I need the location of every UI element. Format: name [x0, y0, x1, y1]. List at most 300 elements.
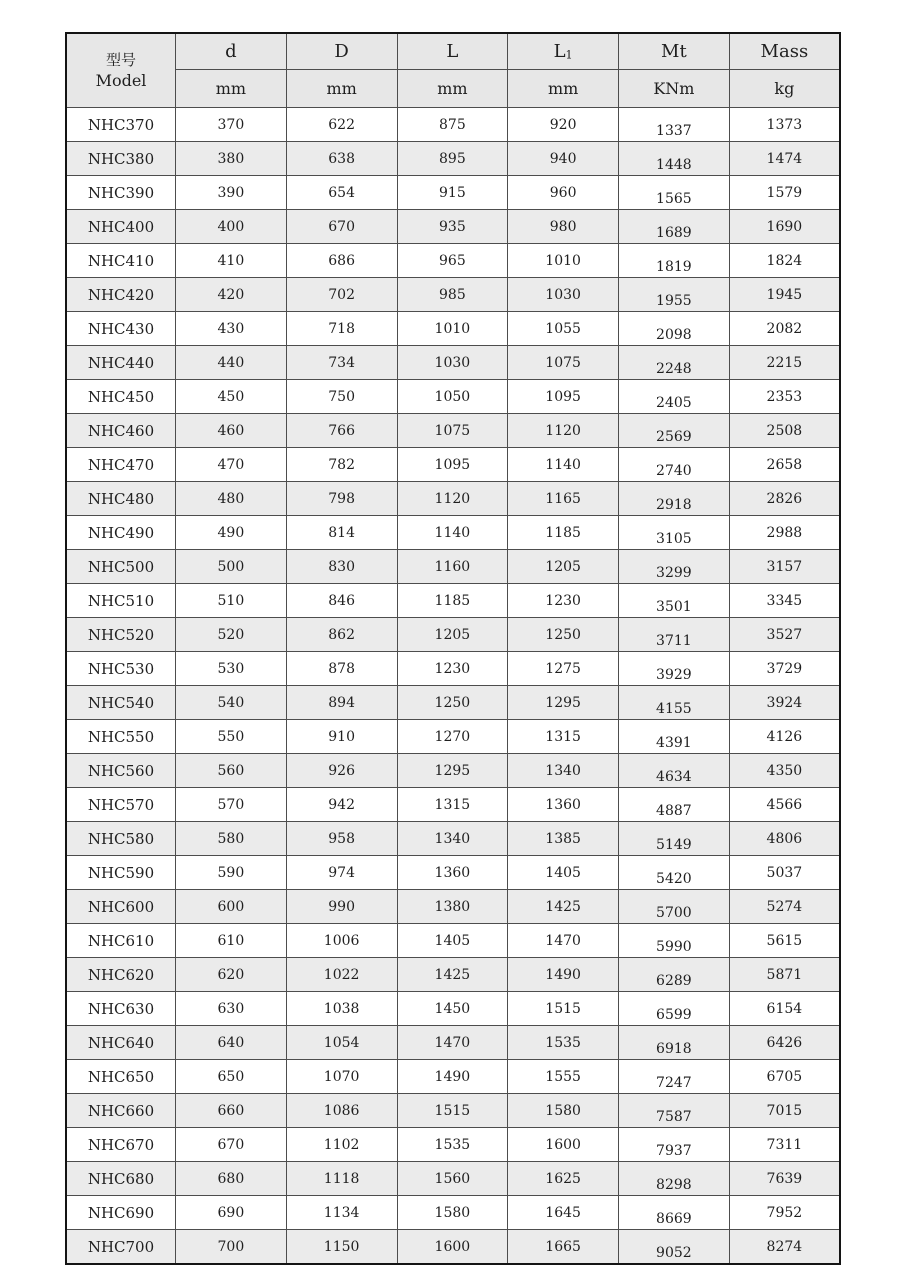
mt-value-cell [619, 924, 730, 958]
mt-value-cell [619, 1196, 730, 1230]
model-cell: NHC540 [66, 686, 176, 720]
mt-value: 3929 [656, 666, 692, 683]
value-cell: 570 [176, 788, 287, 822]
mt-value-cell [619, 686, 730, 720]
mt-value-cell [619, 210, 730, 244]
column-unit-l: mm [397, 70, 508, 108]
value-cell: 690 [176, 1196, 287, 1230]
value-cell: 1450 [397, 992, 508, 1026]
spec-table [65, 32, 841, 1265]
value-cell: 1579 [729, 176, 840, 210]
mt-value-cell [619, 1026, 730, 1060]
model-cell: NHC520 [66, 618, 176, 652]
value-cell: 2988 [729, 516, 840, 550]
model-cell: NHC470 [66, 448, 176, 482]
mt-value-cell [619, 890, 730, 924]
value-cell: 1086 [286, 1094, 397, 1128]
value-cell: 1340 [508, 754, 619, 788]
table-row [66, 380, 840, 414]
mt-value: 5700 [656, 904, 692, 921]
value-cell: 942 [286, 788, 397, 822]
value-cell: 600 [176, 890, 287, 924]
value-cell: 846 [286, 584, 397, 618]
value-cell: 3729 [729, 652, 840, 686]
value-cell: 1118 [286, 1162, 397, 1196]
value-cell: 1160 [397, 550, 508, 584]
value-cell: 718 [286, 312, 397, 346]
mt-value-cell [619, 278, 730, 312]
value-cell: 5037 [729, 856, 840, 890]
value-cell: 1134 [286, 1196, 397, 1230]
value-cell: 750 [286, 380, 397, 414]
table-row [66, 754, 840, 788]
value-cell: 2658 [729, 448, 840, 482]
value-cell: 6705 [729, 1060, 840, 1094]
value-cell: 1010 [397, 312, 508, 346]
value-cell: 1535 [397, 1128, 508, 1162]
value-cell: 1038 [286, 992, 397, 1026]
value-cell: 1470 [397, 1026, 508, 1060]
value-cell: 1405 [397, 924, 508, 958]
mt-value: 1448 [656, 156, 692, 173]
value-cell: 965 [397, 244, 508, 278]
value-cell: 540 [176, 686, 287, 720]
value-cell: 814 [286, 516, 397, 550]
value-cell: 630 [176, 992, 287, 1026]
value-cell: 1535 [508, 1026, 619, 1060]
value-cell: 4126 [729, 720, 840, 754]
column-header-l: L [397, 33, 508, 70]
mt-value: 1565 [656, 190, 692, 207]
value-cell: 440 [176, 346, 287, 380]
value-cell: 660 [176, 1094, 287, 1128]
mt-value-cell [619, 312, 730, 346]
value-cell: 500 [176, 550, 287, 584]
value-cell: 1120 [397, 482, 508, 516]
mt-value: 2248 [656, 360, 692, 377]
mt-value: 3711 [656, 632, 692, 649]
value-cell: 1315 [508, 720, 619, 754]
mt-value-cell [619, 346, 730, 380]
value-cell: 490 [176, 516, 287, 550]
table-row [66, 482, 840, 516]
model-cell: NHC460 [66, 414, 176, 448]
value-cell: 380 [176, 142, 287, 176]
value-cell: 3157 [729, 550, 840, 584]
value-cell: 1665 [508, 1230, 619, 1265]
value-cell: 920 [508, 108, 619, 142]
model-cell: NHC600 [66, 890, 176, 924]
value-cell: 670 [176, 1128, 287, 1162]
value-cell: 1230 [508, 584, 619, 618]
mt-value: 4155 [656, 700, 692, 717]
value-cell: 460 [176, 414, 287, 448]
value-cell: 1295 [508, 686, 619, 720]
value-cell: 1022 [286, 958, 397, 992]
value-cell: 2215 [729, 346, 840, 380]
value-cell: 1945 [729, 278, 840, 312]
mt-value: 1955 [656, 292, 692, 309]
value-cell: 1560 [397, 1162, 508, 1196]
table-row [66, 516, 840, 550]
value-cell: 480 [176, 482, 287, 516]
value-cell: 958 [286, 822, 397, 856]
value-cell: 894 [286, 686, 397, 720]
value-cell: 3527 [729, 618, 840, 652]
value-cell: 680 [176, 1162, 287, 1196]
table-row [66, 856, 840, 890]
mt-value-cell [619, 822, 730, 856]
mt-value: 2740 [656, 462, 692, 479]
mt-value: 7937 [656, 1142, 692, 1159]
value-cell: 974 [286, 856, 397, 890]
table-row [66, 312, 840, 346]
mt-value-cell [619, 108, 730, 142]
header-unit-row [66, 70, 840, 108]
value-cell: 450 [176, 380, 287, 414]
mt-value: 4887 [656, 802, 692, 819]
value-cell: 530 [176, 652, 287, 686]
document-page [65, 32, 841, 1265]
value-cell: 420 [176, 278, 287, 312]
table-row [66, 1196, 840, 1230]
value-cell: 2508 [729, 414, 840, 448]
column-unit-d: mm [176, 70, 287, 108]
mt-value-cell [619, 142, 730, 176]
value-cell: 1515 [397, 1094, 508, 1128]
mt-value-cell [619, 992, 730, 1026]
model-cell: NHC650 [66, 1060, 176, 1094]
header-label-row [66, 33, 840, 70]
column-header-mass: Mass [729, 33, 840, 70]
table-header [66, 33, 840, 108]
mt-value: 1689 [656, 224, 692, 241]
value-cell: 1120 [508, 414, 619, 448]
value-cell: 1185 [508, 516, 619, 550]
value-cell: 1165 [508, 482, 619, 516]
mt-value-cell [619, 550, 730, 584]
mt-value: 4634 [656, 768, 692, 785]
mt-value: 8298 [656, 1176, 692, 1193]
mt-value: 3299 [656, 564, 692, 581]
table-row [66, 1094, 840, 1128]
model-cell: NHC440 [66, 346, 176, 380]
value-cell: 1054 [286, 1026, 397, 1060]
value-cell: 1075 [397, 414, 508, 448]
mt-value: 1337 [656, 122, 692, 139]
value-cell: 650 [176, 1060, 287, 1094]
value-cell: 702 [286, 278, 397, 312]
value-cell: 1102 [286, 1128, 397, 1162]
model-cell: NHC560 [66, 754, 176, 788]
model-cell: NHC630 [66, 992, 176, 1026]
model-cell: NHC610 [66, 924, 176, 958]
model-cell: NHC690 [66, 1196, 176, 1230]
value-cell: 1340 [397, 822, 508, 856]
value-cell: 1050 [397, 380, 508, 414]
column-header-l1: $L_1$ [508, 33, 619, 70]
model-cell: NHC480 [66, 482, 176, 516]
value-cell: 926 [286, 754, 397, 788]
model-cell: NHC670 [66, 1128, 176, 1162]
value-cell: 700 [176, 1230, 287, 1265]
table-row [66, 822, 840, 856]
value-cell: 1490 [508, 958, 619, 992]
value-cell: 8274 [729, 1230, 840, 1265]
value-cell: 1373 [729, 108, 840, 142]
column-header-subscript: 1 [565, 48, 573, 62]
value-cell: 4350 [729, 754, 840, 788]
mt-value-cell [619, 176, 730, 210]
value-cell: 1474 [729, 142, 840, 176]
value-cell: 4566 [729, 788, 840, 822]
value-cell: 638 [286, 142, 397, 176]
value-cell: 1205 [397, 618, 508, 652]
mt-value-cell [619, 754, 730, 788]
model-cell: NHC590 [66, 856, 176, 890]
value-cell: 1270 [397, 720, 508, 754]
value-cell: 1385 [508, 822, 619, 856]
value-cell: 1140 [508, 448, 619, 482]
model-cell: NHC380 [66, 142, 176, 176]
value-cell: 5274 [729, 890, 840, 924]
value-cell: 670 [286, 210, 397, 244]
value-cell: 686 [286, 244, 397, 278]
table-row [66, 278, 840, 312]
model-cell: NHC580 [66, 822, 176, 856]
value-cell: 7311 [729, 1128, 840, 1162]
model-cell: NHC410 [66, 244, 176, 278]
mt-value-cell [619, 788, 730, 822]
value-cell: 550 [176, 720, 287, 754]
mt-value: 3501 [656, 598, 692, 615]
model-cell: NHC640 [66, 1026, 176, 1060]
value-cell: 4806 [729, 822, 840, 856]
column-unit-mt: KNm [619, 70, 730, 108]
model-cell: NHC400 [66, 210, 176, 244]
model-cell: NHC530 [66, 652, 176, 686]
table-row [66, 448, 840, 482]
value-cell: 7952 [729, 1196, 840, 1230]
mt-value: 5990 [656, 938, 692, 955]
value-cell: 1470 [508, 924, 619, 958]
table-row [66, 210, 840, 244]
model-header-cn: 型号 [105, 50, 136, 69]
value-cell: 1070 [286, 1060, 397, 1094]
column-unit-d: mm [286, 70, 397, 108]
value-cell: 2826 [729, 482, 840, 516]
mt-value: 4391 [656, 734, 692, 751]
mt-value: 1819 [656, 258, 692, 275]
value-cell: 1315 [397, 788, 508, 822]
table-row [66, 618, 840, 652]
value-cell: 1600 [508, 1128, 619, 1162]
model-cell: NHC430 [66, 312, 176, 346]
model-cell: NHC390 [66, 176, 176, 210]
mt-value-cell [619, 1230, 730, 1265]
mt-value: 6599 [656, 1006, 692, 1023]
value-cell: 6154 [729, 992, 840, 1026]
value-cell: 940 [508, 142, 619, 176]
value-cell: 1140 [397, 516, 508, 550]
value-cell: 1075 [508, 346, 619, 380]
mt-value-cell [619, 1162, 730, 1196]
value-cell: 782 [286, 448, 397, 482]
model-cell: NHC420 [66, 278, 176, 312]
mt-value: 2098 [656, 326, 692, 343]
table-row [66, 924, 840, 958]
value-cell: 1515 [508, 992, 619, 1026]
value-cell: 910 [286, 720, 397, 754]
model-cell: NHC500 [66, 550, 176, 584]
model-cell: NHC510 [66, 584, 176, 618]
value-cell: 1360 [397, 856, 508, 890]
value-cell: 1580 [397, 1196, 508, 1230]
value-cell: 1205 [508, 550, 619, 584]
value-cell: 1230 [397, 652, 508, 686]
value-cell: 1380 [397, 890, 508, 924]
value-cell: 1185 [397, 584, 508, 618]
value-cell: 980 [508, 210, 619, 244]
table-body [66, 108, 840, 1265]
value-cell: 1095 [397, 448, 508, 482]
column-unit-mass: kg [729, 70, 840, 108]
column-header-d: d [176, 33, 287, 70]
value-cell: 830 [286, 550, 397, 584]
model-cell: NHC570 [66, 788, 176, 822]
table-row [66, 550, 840, 584]
table-row [66, 414, 840, 448]
mt-value-cell [619, 1060, 730, 1094]
value-cell: 915 [397, 176, 508, 210]
value-cell: 1625 [508, 1162, 619, 1196]
mt-value-cell [619, 1094, 730, 1128]
model-cell: NHC450 [66, 380, 176, 414]
mt-value: 6918 [656, 1040, 692, 1057]
value-cell: 590 [176, 856, 287, 890]
mt-value: 7587 [656, 1108, 692, 1125]
value-cell: 430 [176, 312, 287, 346]
value-cell: 985 [397, 278, 508, 312]
value-cell: 1425 [508, 890, 619, 924]
mt-value-cell [619, 720, 730, 754]
value-cell: 370 [176, 108, 287, 142]
table-row [66, 686, 840, 720]
value-cell: 1095 [508, 380, 619, 414]
mt-value: 6289 [656, 972, 692, 989]
mt-value-cell [619, 380, 730, 414]
value-cell: 895 [397, 142, 508, 176]
mt-value-cell [619, 584, 730, 618]
mt-value: 7247 [656, 1074, 692, 1091]
table-row [66, 108, 840, 142]
model-cell: NHC680 [66, 1162, 176, 1196]
mt-value: 9052 [656, 1244, 692, 1261]
model-column-header [66, 33, 176, 108]
mt-value-cell [619, 958, 730, 992]
model-cell: NHC660 [66, 1094, 176, 1128]
value-cell: 510 [176, 584, 287, 618]
value-cell: 1295 [397, 754, 508, 788]
value-cell: 1030 [508, 278, 619, 312]
value-cell: 1250 [508, 618, 619, 652]
mt-value: 5420 [656, 870, 692, 887]
table-row [66, 652, 840, 686]
value-cell: 1580 [508, 1094, 619, 1128]
value-cell: 654 [286, 176, 397, 210]
value-cell: 520 [176, 618, 287, 652]
value-cell: 2082 [729, 312, 840, 346]
mt-value-cell [619, 482, 730, 516]
value-cell: 1490 [397, 1060, 508, 1094]
column-unit-l1: mm [508, 70, 619, 108]
value-cell: 960 [508, 176, 619, 210]
value-cell: 1055 [508, 312, 619, 346]
mt-value: 5149 [656, 836, 692, 853]
value-cell: 1405 [508, 856, 619, 890]
value-cell: 1010 [508, 244, 619, 278]
mt-value-cell [619, 516, 730, 550]
value-cell: 400 [176, 210, 287, 244]
value-cell: 470 [176, 448, 287, 482]
value-cell: 798 [286, 482, 397, 516]
mt-value-cell [619, 414, 730, 448]
mt-value-cell [619, 244, 730, 278]
mt-value: 2405 [656, 394, 692, 411]
value-cell: 3924 [729, 686, 840, 720]
value-cell: 1425 [397, 958, 508, 992]
model-header-en: Model [95, 70, 147, 90]
table-row [66, 958, 840, 992]
value-cell: 875 [397, 108, 508, 142]
value-cell: 1006 [286, 924, 397, 958]
value-cell: 7015 [729, 1094, 840, 1128]
table-row [66, 584, 840, 618]
mt-value-cell [619, 652, 730, 686]
mt-value-cell [619, 448, 730, 482]
mt-value: 2569 [656, 428, 692, 445]
mt-value: 3105 [656, 530, 692, 547]
value-cell: 580 [176, 822, 287, 856]
value-cell: 640 [176, 1026, 287, 1060]
value-cell: 990 [286, 890, 397, 924]
value-cell: 2353 [729, 380, 840, 414]
table-row [66, 346, 840, 380]
table-row [66, 992, 840, 1026]
value-cell: 622 [286, 108, 397, 142]
value-cell: 1250 [397, 686, 508, 720]
table-row [66, 788, 840, 822]
model-cell: NHC700 [66, 1230, 176, 1265]
value-cell: 1690 [729, 210, 840, 244]
value-cell: 935 [397, 210, 508, 244]
model-cell: NHC550 [66, 720, 176, 754]
table-row [66, 1230, 840, 1265]
value-cell: 5615 [729, 924, 840, 958]
value-cell: 1645 [508, 1196, 619, 1230]
column-header-mt: Mt [619, 33, 730, 70]
value-cell: 1555 [508, 1060, 619, 1094]
model-cell: NHC490 [66, 516, 176, 550]
mt-value-cell [619, 618, 730, 652]
value-cell: 1360 [508, 788, 619, 822]
table-row [66, 720, 840, 754]
table-row [66, 244, 840, 278]
table-row [66, 176, 840, 210]
table-row [66, 1128, 840, 1162]
table-row [66, 890, 840, 924]
mt-value-cell [619, 856, 730, 890]
